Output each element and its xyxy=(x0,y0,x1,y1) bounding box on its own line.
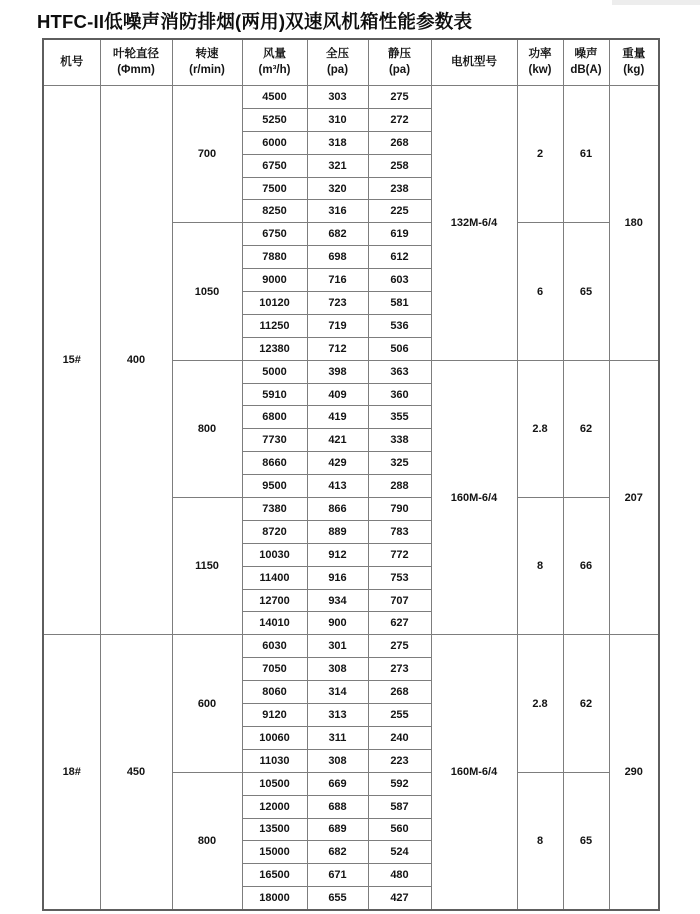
total-pressure-cell: 682 xyxy=(307,223,368,246)
table-row xyxy=(43,635,659,658)
air-volume-cell: 9500 xyxy=(242,475,307,498)
noise-cell: 65 xyxy=(563,223,609,360)
air-volume-cell: 7500 xyxy=(242,177,307,200)
header-line: 重量 xyxy=(622,48,646,61)
static-pressure-cell: 587 xyxy=(368,795,431,818)
noise-cell: 61 xyxy=(563,86,609,223)
motor-model-cell: 160M-6/4 xyxy=(431,635,517,910)
header-line: 叶轮直径 xyxy=(113,48,159,61)
total-pressure-cell: 429 xyxy=(307,452,368,475)
total-pressure-cell: 655 xyxy=(307,887,368,910)
speed-cell: 800 xyxy=(172,772,242,910)
speed-cell: 1150 xyxy=(172,498,242,635)
static-pressure-cell: 581 xyxy=(368,292,431,315)
total-pressure-cell: 398 xyxy=(307,360,368,383)
total-pressure-cell: 934 xyxy=(307,589,368,612)
static-pressure-cell: 560 xyxy=(368,818,431,841)
static-pressure-cell: 524 xyxy=(368,841,431,864)
air-volume-cell: 4500 xyxy=(242,86,307,109)
air-volume-cell: 10030 xyxy=(242,543,307,566)
noise-cell: 62 xyxy=(563,360,609,497)
header-line: 风量 xyxy=(263,48,286,61)
air-volume-cell: 10060 xyxy=(242,726,307,749)
static-pressure-cell: 268 xyxy=(368,681,431,704)
total-pressure-cell: 318 xyxy=(307,131,368,154)
power-cell: 6 xyxy=(517,223,563,360)
static-pressure-cell: 275 xyxy=(368,86,431,109)
table-row xyxy=(43,86,659,109)
power-cell: 2 xyxy=(517,86,563,223)
static-pressure-cell: 753 xyxy=(368,566,431,589)
header-line: (kw) xyxy=(528,63,552,76)
static-pressure-cell: 772 xyxy=(368,543,431,566)
total-pressure-cell: 413 xyxy=(307,475,368,498)
total-pressure-cell: 421 xyxy=(307,429,368,452)
header-line: (m³/h) xyxy=(258,63,291,76)
noise-cell: 62 xyxy=(563,635,609,772)
header-line: 噪声 xyxy=(574,48,598,61)
static-pressure-cell: 603 xyxy=(368,269,431,292)
air-volume-cell: 7730 xyxy=(242,429,307,452)
static-pressure-cell: 707 xyxy=(368,589,431,612)
air-volume-cell: 12700 xyxy=(242,589,307,612)
air-volume-cell: 7380 xyxy=(242,498,307,521)
total-pressure-cell: 409 xyxy=(307,383,368,406)
total-pressure-cell: 308 xyxy=(307,658,368,681)
total-pressure-cell: 689 xyxy=(307,818,368,841)
static-pressure-cell: 225 xyxy=(368,200,431,223)
air-volume-cell: 11400 xyxy=(242,566,307,589)
power-cell: 2.8 xyxy=(517,635,563,772)
speed-cell: 700 xyxy=(172,86,242,223)
column-header-noise xyxy=(563,39,609,86)
static-pressure-cell: 783 xyxy=(368,520,431,543)
weight-cell: 207 xyxy=(609,360,659,635)
column-header-weight xyxy=(609,39,659,86)
header-line: 全压 xyxy=(326,48,349,61)
static-pressure-cell: 238 xyxy=(368,177,431,200)
air-volume-cell: 8720 xyxy=(242,520,307,543)
static-pressure-cell: 273 xyxy=(368,658,431,681)
static-pressure-cell: 275 xyxy=(368,635,431,658)
page-title: HTFC-II低噪声消防排烟(两用)双速风机箱性能参数表 xyxy=(37,11,473,32)
static-pressure-cell: 536 xyxy=(368,314,431,337)
column-header-speed xyxy=(172,39,242,86)
air-volume-cell: 8060 xyxy=(242,681,307,704)
fan-performance-table xyxy=(42,38,660,911)
header-line: (pa) xyxy=(326,63,349,76)
air-volume-cell: 10120 xyxy=(242,292,307,315)
impeller-diameter-cell: 400 xyxy=(100,86,172,635)
static-pressure-cell: 427 xyxy=(368,887,431,910)
total-pressure-cell: 308 xyxy=(307,749,368,772)
total-pressure-cell: 900 xyxy=(307,612,368,635)
power-cell: 8 xyxy=(517,772,563,910)
static-pressure-cell: 272 xyxy=(368,108,431,131)
air-volume-cell: 13500 xyxy=(242,818,307,841)
static-pressure-cell: 338 xyxy=(368,429,431,452)
total-pressure-cell: 316 xyxy=(307,200,368,223)
motor-model-cell: 160M-6/4 xyxy=(431,360,517,635)
static-pressure-cell: 288 xyxy=(368,475,431,498)
total-pressure-cell: 313 xyxy=(307,704,368,727)
static-pressure-cell: 360 xyxy=(368,383,431,406)
header-line: 功率 xyxy=(528,48,552,61)
static-pressure-cell: 480 xyxy=(368,864,431,887)
speed-cell: 1050 xyxy=(172,223,242,360)
air-volume-cell: 7050 xyxy=(242,658,307,681)
table-header xyxy=(43,39,659,86)
header-line: 静压 xyxy=(388,48,411,61)
column-header-total-pressure xyxy=(307,39,368,86)
column-header-power xyxy=(517,39,563,86)
static-pressure-cell: 627 xyxy=(368,612,431,635)
model-cell: 15# xyxy=(43,86,100,635)
total-pressure-cell: 698 xyxy=(307,246,368,269)
static-pressure-cell: 612 xyxy=(368,246,431,269)
total-pressure-cell: 712 xyxy=(307,337,368,360)
noise-cell: 65 xyxy=(563,772,609,910)
total-pressure-cell: 303 xyxy=(307,86,368,109)
air-volume-cell: 11030 xyxy=(242,749,307,772)
static-pressure-cell: 619 xyxy=(368,223,431,246)
header-row xyxy=(43,39,659,86)
weight-cell: 180 xyxy=(609,86,659,361)
column-header-model xyxy=(43,39,100,86)
air-volume-cell: 6800 xyxy=(242,406,307,429)
air-volume-cell: 10500 xyxy=(242,772,307,795)
header-line: (pa) xyxy=(388,63,411,76)
header-line: 电机型号 xyxy=(451,55,497,68)
static-pressure-cell: 268 xyxy=(368,131,431,154)
total-pressure-cell: 419 xyxy=(307,406,368,429)
weight-cell: 290 xyxy=(609,635,659,910)
static-pressure-cell: 355 xyxy=(368,406,431,429)
air-volume-cell: 9120 xyxy=(242,704,307,727)
static-pressure-cell: 506 xyxy=(368,337,431,360)
static-pressure-cell: 240 xyxy=(368,726,431,749)
air-volume-cell: 6030 xyxy=(242,635,307,658)
total-pressure-cell: 311 xyxy=(307,726,368,749)
air-volume-cell: 5910 xyxy=(242,383,307,406)
header-line: (Φmm) xyxy=(117,63,155,76)
total-pressure-cell: 889 xyxy=(307,520,368,543)
total-pressure-cell: 310 xyxy=(307,108,368,131)
total-pressure-cell: 916 xyxy=(307,566,368,589)
column-header-air-volume xyxy=(242,39,307,86)
header-line: (r/min) xyxy=(189,63,225,76)
total-pressure-cell: 671 xyxy=(307,864,368,887)
air-volume-cell: 7880 xyxy=(242,246,307,269)
header-line: 转速 xyxy=(195,48,219,61)
static-pressure-cell: 258 xyxy=(368,154,431,177)
total-pressure-cell: 866 xyxy=(307,498,368,521)
header-line: (kg) xyxy=(623,63,645,76)
column-header-motor-model xyxy=(431,39,517,86)
total-pressure-cell: 669 xyxy=(307,772,368,795)
static-pressure-cell: 255 xyxy=(368,704,431,727)
air-volume-cell: 15000 xyxy=(242,841,307,864)
header-line: 机号 xyxy=(60,55,84,68)
total-pressure-cell: 321 xyxy=(307,154,368,177)
static-pressure-cell: 592 xyxy=(368,772,431,795)
static-pressure-cell: 790 xyxy=(368,498,431,521)
impeller-diameter-cell: 450 xyxy=(100,635,172,910)
air-volume-cell: 5250 xyxy=(242,108,307,131)
air-volume-cell: 8250 xyxy=(242,200,307,223)
static-pressure-cell: 325 xyxy=(368,452,431,475)
speed-cell: 800 xyxy=(172,360,242,497)
air-volume-cell: 11250 xyxy=(242,314,307,337)
total-pressure-cell: 320 xyxy=(307,177,368,200)
total-pressure-cell: 682 xyxy=(307,841,368,864)
total-pressure-cell: 314 xyxy=(307,681,368,704)
air-volume-cell: 9000 xyxy=(242,269,307,292)
total-pressure-cell: 716 xyxy=(307,269,368,292)
motor-model-cell: 132M-6/4 xyxy=(431,86,517,361)
air-volume-cell: 8660 xyxy=(242,452,307,475)
total-pressure-cell: 688 xyxy=(307,795,368,818)
model-cell: 18# xyxy=(43,635,100,910)
total-pressure-cell: 912 xyxy=(307,543,368,566)
power-cell: 2.8 xyxy=(517,360,563,497)
power-cell: 8 xyxy=(517,498,563,635)
air-volume-cell: 12380 xyxy=(242,337,307,360)
total-pressure-cell: 723 xyxy=(307,292,368,315)
static-pressure-cell: 363 xyxy=(368,360,431,383)
column-header-static-pressure xyxy=(368,39,431,86)
header-line: dB(A) xyxy=(570,63,602,76)
air-volume-cell: 12000 xyxy=(242,795,307,818)
air-volume-cell: 6000 xyxy=(242,131,307,154)
air-volume-cell: 6750 xyxy=(242,223,307,246)
column-header-impeller-diameter xyxy=(100,39,172,86)
air-volume-cell: 6750 xyxy=(242,154,307,177)
air-volume-cell: 14010 xyxy=(242,612,307,635)
air-volume-cell: 5000 xyxy=(242,360,307,383)
static-pressure-cell: 223 xyxy=(368,749,431,772)
air-volume-cell: 18000 xyxy=(242,887,307,910)
table-body xyxy=(43,86,659,911)
air-volume-cell: 16500 xyxy=(242,864,307,887)
total-pressure-cell: 301 xyxy=(307,635,368,658)
speed-cell: 600 xyxy=(172,635,242,772)
total-pressure-cell: 719 xyxy=(307,314,368,337)
noise-cell: 66 xyxy=(563,498,609,635)
scan-artifact xyxy=(612,0,700,5)
